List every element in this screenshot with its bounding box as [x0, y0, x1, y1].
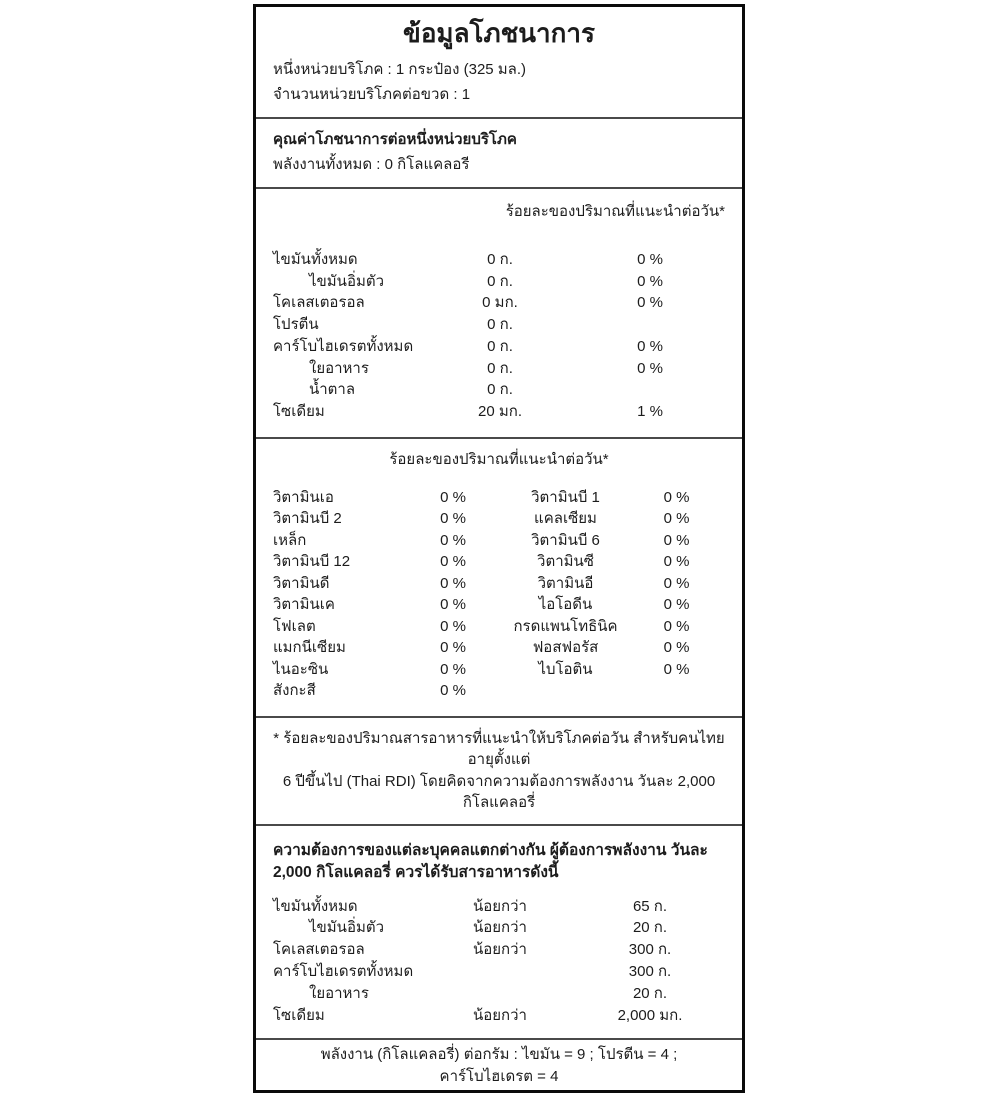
nutrient-percent: 1 % — [637, 402, 663, 420]
vitamins-table — [273, 487, 725, 702]
vitamin-name-right: วิตามินอี — [537, 574, 594, 592]
table-row — [273, 551, 725, 573]
vitamin-percent-right: 0 % — [663, 488, 690, 506]
nutrient-amount: 0 ก. — [487, 337, 513, 355]
vitamin-percent-right: 0 % — [663, 510, 690, 528]
nutrient-amount: 0 มก. — [482, 294, 518, 312]
table-row — [273, 896, 725, 918]
vitamin-percent-left: 0 % — [440, 660, 466, 678]
need-nutrient-name: ไขมันอิ่มตัว — [309, 919, 384, 937]
table-row — [273, 939, 725, 961]
nutrient-name: ใยอาหาร — [309, 359, 369, 377]
vitamin-name-right: วิตามินซี — [537, 553, 594, 571]
need-condition: น้อยกว่า — [473, 897, 527, 915]
table-row — [273, 271, 725, 293]
nutrient-name: น้ำตาล — [309, 381, 356, 399]
table-row — [273, 292, 725, 314]
rdi-footnote — [256, 716, 742, 824]
total-energy-line: พลังงานทั้งหมด : 0 กิโลแคลอรี — [273, 156, 470, 173]
nutrient-amount: 0 ก. — [487, 381, 513, 399]
need-amount: 65 ก. — [632, 897, 668, 915]
need-nutrient-name: โคเลสเตอรอล — [273, 941, 365, 959]
rdi-footnote-line1: * ร้อยละของปริมาณสารอาหารที่แนะนำให้บริโภคต่อวัน สำหรับคนไทยอายุตั้งแต่ — [273, 729, 725, 769]
nutrients-section — [256, 187, 742, 437]
header-section — [256, 7, 742, 117]
vitamin-percent-left: 0 % — [440, 617, 466, 635]
per-serving-section — [256, 117, 742, 187]
energy-per-gram-line: พลังงาน (กิโลแคลอรี่) ต่อกรัม : ไขมัน = 9 ; โปรตีน = 4 ; คาร์โบไฮเดรต = 4 — [320, 1046, 678, 1086]
table-row — [273, 401, 725, 423]
need-condition — [425, 983, 575, 1005]
vitamin-name-left: วิตามินบี 2 — [273, 510, 342, 528]
per-serving-heading: คุณค่าโภชนาการต่อหนึ่งหน่วยบริโภค — [273, 131, 517, 148]
daily-needs-section — [256, 824, 742, 1039]
vitamin-name-left: วิตามินเค — [273, 596, 335, 614]
daily-needs-heading: ความต้องการของแต่ละบุคคลแตกต่างกัน ผู้ต้องการพลังงาน วันละ 2,000 กิโลแคลอรี่ ควรได้รับสารอาหารดังนี้ — [273, 841, 708, 881]
vitamin-name-left: วิตามินดี — [273, 574, 330, 592]
need-amount: 2,000 มก. — [617, 1006, 683, 1024]
table-row — [273, 917, 725, 939]
vitamin-name-left: สังกะสี — [273, 682, 316, 700]
table-row — [273, 594, 725, 616]
table-row — [273, 961, 725, 983]
table-row — [273, 659, 725, 681]
nutrient-percent — [575, 314, 725, 336]
table-row — [273, 616, 725, 638]
table-row — [273, 314, 725, 336]
need-nutrient-name: คาร์โบไฮเดรตทั้งหมด — [273, 963, 414, 981]
need-condition: น้อยกว่า — [473, 1006, 527, 1024]
need-nutrient-name: โซเดียม — [273, 1006, 325, 1024]
vitamin-name-left: ไนอะซิน — [273, 660, 329, 678]
table-row — [273, 680, 725, 702]
vitamin-name-right: ไอโอดีน — [538, 596, 593, 614]
table-row — [273, 249, 725, 271]
nutrient-amount: 0 ก. — [487, 316, 513, 334]
need-amount: 300 ก. — [628, 941, 672, 959]
nutrient-percent: 0 % — [637, 251, 663, 268]
vitamin-percent-right: 0 % — [663, 639, 690, 657]
vitamin-percent-left: 0 % — [440, 531, 466, 549]
vitamin-name-right: แคลเซียม — [534, 510, 597, 528]
vitamin-name-right: วิตามินบี 1 — [531, 488, 600, 506]
servings-per-container-line: จำนวนหน่วยบริโภคต่อขวด : 1 — [273, 86, 471, 103]
vitamin-name-left: โฟเลต — [273, 617, 316, 635]
need-amount: 300 ก. — [628, 963, 672, 981]
vitamin-name-right: วิตามินบี 6 — [531, 531, 600, 549]
nutrition-label — [253, 4, 745, 1093]
table-row — [273, 573, 725, 595]
vitamins-section — [256, 437, 742, 716]
nutrients-table — [273, 249, 725, 423]
need-condition: น้อยกว่า — [473, 941, 527, 959]
vitamin-percent-right: 0 % — [663, 531, 690, 549]
nutrient-percent: 0 % — [637, 294, 663, 312]
nutrient-percent — [575, 379, 725, 401]
daily-percent-header: ร้อยละของปริมาณที่แนะนำต่อวัน* — [505, 203, 725, 220]
table-row — [273, 358, 725, 380]
vitamin-percent-right: 0 % — [663, 574, 690, 592]
vitamin-name-right: กรดแพนโทธินิค — [513, 617, 618, 635]
serving-size-line: หนึ่งหน่วยบริโภค : 1 กระป๋อง (325 มล.) — [273, 61, 527, 78]
nutrient-amount: 0 ก. — [487, 272, 513, 290]
table-row — [273, 637, 725, 659]
vitamin-percent-left: 0 % — [440, 553, 466, 571]
vitamin-name-left: วิตามินบี 12 — [273, 553, 351, 571]
nutrient-percent: 0 % — [637, 272, 663, 290]
need-condition — [425, 961, 575, 983]
vitamin-percent-left: 0 % — [440, 596, 466, 614]
nutrient-name: โคเลสเตอรอล — [273, 294, 365, 312]
nutrient-name: ไขมันทั้งหมด — [273, 251, 358, 268]
table-row — [273, 508, 725, 530]
vitamin-name-left: วิตามินเอ — [273, 488, 334, 506]
nutrient-percent: 0 % — [637, 359, 663, 377]
need-amount: 20 ก. — [632, 919, 668, 937]
nutrient-name: ไขมันอิ่มตัว — [309, 272, 384, 290]
nutrient-amount: 0 ก. — [487, 359, 513, 377]
vitamin-percent-right: 0 % — [663, 617, 690, 635]
vitamin-name-left: แมกนีเซียม — [273, 639, 346, 657]
vitamin-percent-right: 0 % — [663, 660, 690, 678]
vitamin-percent-left: 0 % — [440, 574, 466, 592]
vitamin-name-right: ฟอสฟอรัส — [532, 639, 599, 657]
vitamin-percent-right: 0 % — [663, 596, 690, 614]
vitamin-name-right: ไบโอติน — [538, 660, 593, 678]
need-nutrient-name: ใยอาหาร — [309, 984, 369, 1002]
table-row — [273, 983, 725, 1005]
vitamins-percent-header: ร้อยละของปริมาณที่แนะนำต่อวัน* — [389, 450, 609, 468]
vitamin-name-left: เหล็ก — [273, 531, 307, 549]
label-title: ข้อมูลโภชนาการ — [403, 18, 595, 48]
daily-needs-table — [273, 896, 725, 1027]
vitamin-percent-right: 0 % — [663, 553, 690, 571]
nutrient-amount: 20 มก. — [478, 402, 522, 420]
nutrient-amount: 0 ก. — [487, 251, 513, 268]
table-row — [273, 1005, 725, 1027]
table-row — [273, 487, 725, 509]
vitamin-percent-left: 0 % — [440, 488, 466, 506]
need-condition: น้อยกว่า — [473, 919, 527, 937]
vitamin-name-right — [503, 680, 628, 702]
table-row — [273, 379, 725, 401]
vitamin-percent-left: 0 % — [440, 682, 466, 700]
energy-per-gram-section — [256, 1038, 742, 1090]
nutrient-percent: 0 % — [637, 337, 663, 355]
vitamin-percent-right — [628, 680, 725, 702]
table-row — [273, 336, 725, 358]
nutrient-name: คาร์โบไฮเดรตทั้งหมด — [273, 337, 414, 355]
need-nutrient-name: ไขมันทั้งหมด — [273, 897, 358, 915]
nutrient-name: โปรตีน — [273, 316, 319, 334]
vitamin-percent-left: 0 % — [440, 510, 466, 528]
nutrient-name: โซเดียม — [273, 402, 325, 420]
table-row — [273, 530, 725, 552]
need-amount: 20 ก. — [632, 984, 668, 1002]
vitamin-percent-left: 0 % — [440, 639, 466, 657]
rdi-footnote-line2: 6 ปีขึ้นไป (Thai RDI) โดยคิดจากความต้องการพลังงาน วันละ 2,000 กิโลแคลอรี่ — [282, 772, 716, 812]
